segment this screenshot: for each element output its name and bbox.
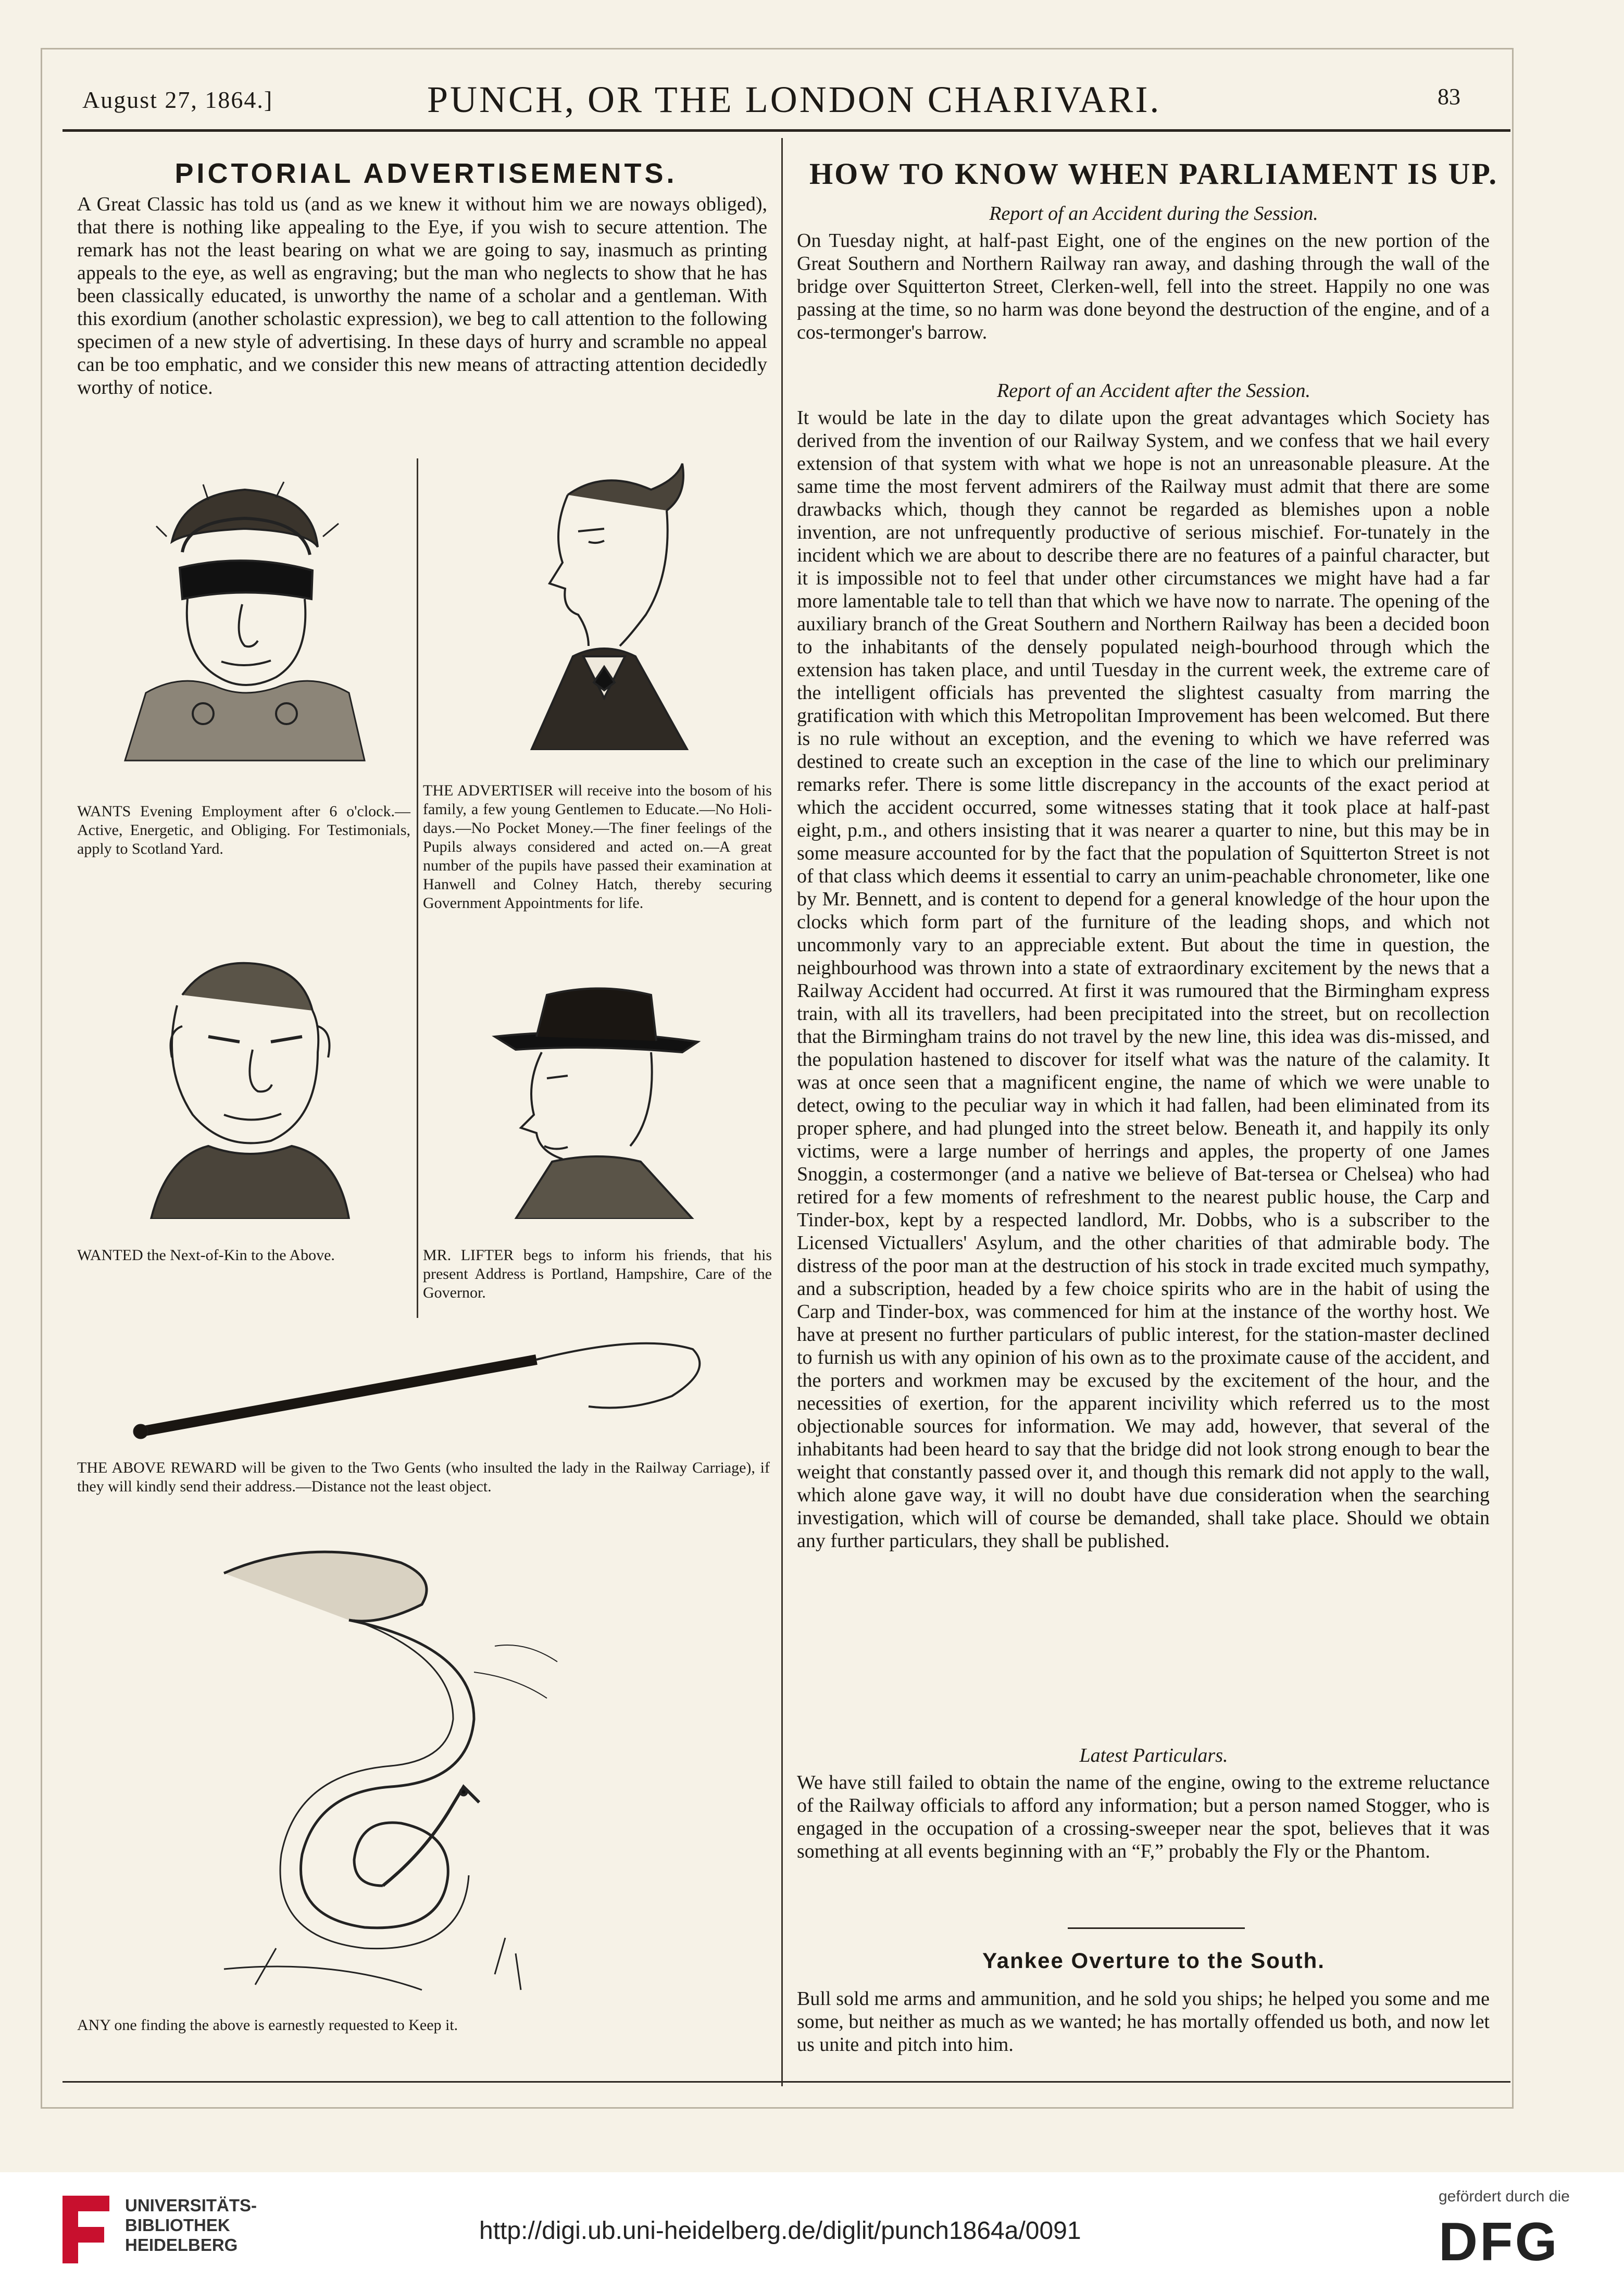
coiled-serpent-illustration <box>203 1542 568 2000</box>
header-rule <box>63 129 1510 132</box>
yankee-overture-heading: Yankee Overture to the South. <box>982 1948 1325 1973</box>
pictorial-ads-intro: A Great Classic has told us (and as we knew it without him we are noways obliged), that there is nothing like appealing to the Eye, if you wish to secure attention. The remark has not the least bearing on what we are going to say, inasmuch as printing appeals to the eye, as well as engraving; but the man who neglects to show that he has been classically educated, is unworthy the name of a scholar and a gentleman. With this exordium (another scholastic expression), we beg to call attention to the following specimen of a new style of advertising. In these days of hurry and scramble no appeal can be too emphatic, and we consider this new means of attracting attention decidedly worthy of notice. <box>77 193 767 399</box>
column-divider <box>781 138 783 2086</box>
pictorial-ads-heading: PICTORIAL ADVERTISEMENTS. <box>174 158 678 189</box>
subheading-during-session: Report of an Accident during the Session. <box>989 203 1318 225</box>
ad-mr-lifter: MR. LIFTER begs to inform his friends, that his present Address is Portland, Hampshire, Care of the Governor. <box>423 1247 772 1301</box>
ad-any-one-finding: ANY one finding the above is earnestly requested to Keep it. <box>77 2016 458 2034</box>
bottom-rule <box>63 2081 1510 2083</box>
bald-man-illustration <box>120 948 370 1219</box>
ad-advertiser-education: THE ADVERTISER will receive into the bosom of his family, a few young Gentlemen to Educate.—No Holi-days.—No Pocket Money.—The finer feelings of the Pupils always considered and acted on.—A great number of the pupils have passed their examination at Hanwell and Colney Hatch, thereby securing Government Appointments for life. <box>423 782 772 912</box>
permalink-url[interactable]: http://digi.ub.uni-heidelberg.de/diglit/punch1864a/0091 <box>479 2217 1081 2245</box>
section-rule <box>1068 1927 1245 1929</box>
funded-by-label: gefördert durch die <box>1439 2188 1570 2205</box>
ad-wanted-next-of-kin: WANTED the Next-of-Kin to the Above. <box>77 1247 335 1264</box>
hat-man-profile-illustration <box>484 979 708 1219</box>
magazine-title: PUNCH, OR THE LONDON CHARIVARI. <box>427 79 1161 120</box>
page-number: 83 <box>1438 84 1460 109</box>
ad-column-divider <box>417 458 418 1318</box>
parliament-heading: HOW TO KNOW WHEN PARLIAMENT IS UP. <box>809 157 1498 191</box>
yankee-overture-text: Bull sold me arms and ammunition, and he sold you ships; he helped you some and me some, but neither as much as we wanted; he has mortally offended us both, and now let us unite and pitch into him. <box>797 1988 1490 2056</box>
ad-reward-two-gents: THE ABOVE REWARD will be given to the Two Gents (who insulted the lady in the Railway Carriage), if they will kindly send their address.—Distance not the least object. <box>77 1459 770 1495</box>
issue-date: August 27, 1864.] <box>82 86 273 113</box>
masked-thief-illustration <box>104 469 385 771</box>
paragraph-after-session: It would be late in the day to dilate upon the great advantages which Society has derived from the invention of our Railway System, and we confess that we hail every extension of that system with what we hope is not an unreasonable pleasure. At the same time the most fervent admirers of the Railway must admit that there are some drawbacks which, though they cannot be regarded as blemishes upon a noble invention, are not unfrequently productive of serious mischief. For-tunately in the incident which we are about to describe there are no features of a painful character, but it is impossible not to feel that under other circumstances we might have had a far more lamentable tale to tell than that which we have now to narrate. The opening of the auxiliary branch of the Great Southern and Northern Railway has been a decided boon to the inhabitants of the densely populated neigh-bourhood through which the extension has taken place, and until Tuesday in the current week, the extreme care of the intelligent officials has prevented the slightest casualty from marring the gratification with which this Metropolitan Improvement has been welcomed. But there is no rule without an exception, and the evening to which we have referred was destined to create such an exception in the case of the line to which our preliminary remarks refer. There is some little discrepancy in the accounts of the exact period at which the accident occurred, some witnesses stating that it took place at half-past eight, p.m., and others insisting that it was nearer a quarter to nine, but this may be in some measure accounted for by the fact that the population of Squitterton Street is not of that class which deems it essential to carry an unim-peachable chronometer, like one by Mr. Bennett, and is content to depend for a general knowledge of the hour upon the clocks which form part of the furniture of the leading shops, and which not uncommonly vary to an appreciable extent. But about the time in question, the neighbourhood was thrown into a state of extraordinary excitement by the news that a Railway Accident had occurred. At first it was rumoured that the Birmingham express train, with all its travellers, had been precipitated into the street, but on recollection that the Birmingham trains do not travel by the new line, this idea was dis-missed, and the population hastened to discover for itself what was the nature of the calamity. It was at once seen that a magnificent engine, the name of which we were unable to detect, owing to the peculiar way in which it had fallen, had been eliminated from its proper sphere, and had plunged into the street below. Beneath it, and happily its only victims, were a large number of herrings and apples, the property of one James Snoggin, a costermonger (and a native we believe of Bat-tersea or Chelsea) who had retired for a few moments of refreshment to the nearest public house, the Carp and Tinder-box, kept by a respected landlord, Mr. Dobbs, who is a subscriber to the Licensed Victuallers' Asylum, and the other charities of that admirable body. The distress of the poor man at the destruction of his stock in trade excited much sympathy, and a subscription, headed by a few choice spirits who are in the habit of using the Carp and Tinder-box, was commenced for him at the instance of the worthy host. We have at present no further particulars of public interest, for the station-master declined to furnish us with any opinion of his own as to the proximate cause of the accident, and the porters and workmen may be excused by the excitement of the hour, and the necessities of exertion, for the apparent incivility which referred us to the most objectionable sources for information. We may add, however, that several of the inhabitants had been heard to say that the bridge did not look strong enough to bear the weight that constantly passed over it, and though this remark did not apply to the wall, which alone gave way, it will no doubt have due consideration when the searching investigation, which will of course be demanded, shall take place. Should we obtain any further particulars, they shall be published. <box>797 407 1490 1552</box>
library-name: UNIVERSITÄTS- BIBLIOTHEK HEIDELBERG <box>125 2196 257 2255</box>
heidelberg-library-logo-icon <box>57 2190 115 2269</box>
subheading-after-session: Report of an Accident after the Session. <box>997 380 1310 402</box>
ad-wants-evening-employment: WANTS Evening Employment after 6 o'clock.—Active, Energetic, and Obliging. For Testimonials, apply to Scotland Yard. <box>77 803 410 857</box>
subheading-latest-particulars: Latest Particulars. <box>1079 1745 1228 1766</box>
paragraph-latest-particulars: We have still failed to obtain the name of the engine, owing to the extreme reluctance of the Railway officials to afford any information; but a person named Stogger, who is engaged in the occupation of a crossing-sweeper near the spot, believes that it was something at all events beginning with an “F,” probably the Fly or the Phantom. <box>797 1772 1490 1862</box>
paragraph-during-session: On Tuesday night, at half-past Eight, one of the engines on the new portion of the Great Southern and Northern Railway ran away, and dashing through the wall of the bridge over Squitterton Street, Clerken-well, fell into the street. Happily no one was passing at the time, so no harm was done beyond the destruction of the engine, and of a cos-termonger's barrow. <box>797 230 1490 343</box>
gentleman-profile-illustration <box>500 458 708 750</box>
dfg-logo: DFG <box>1439 2212 1559 2272</box>
riding-whip-illustration <box>130 1318 708 1453</box>
